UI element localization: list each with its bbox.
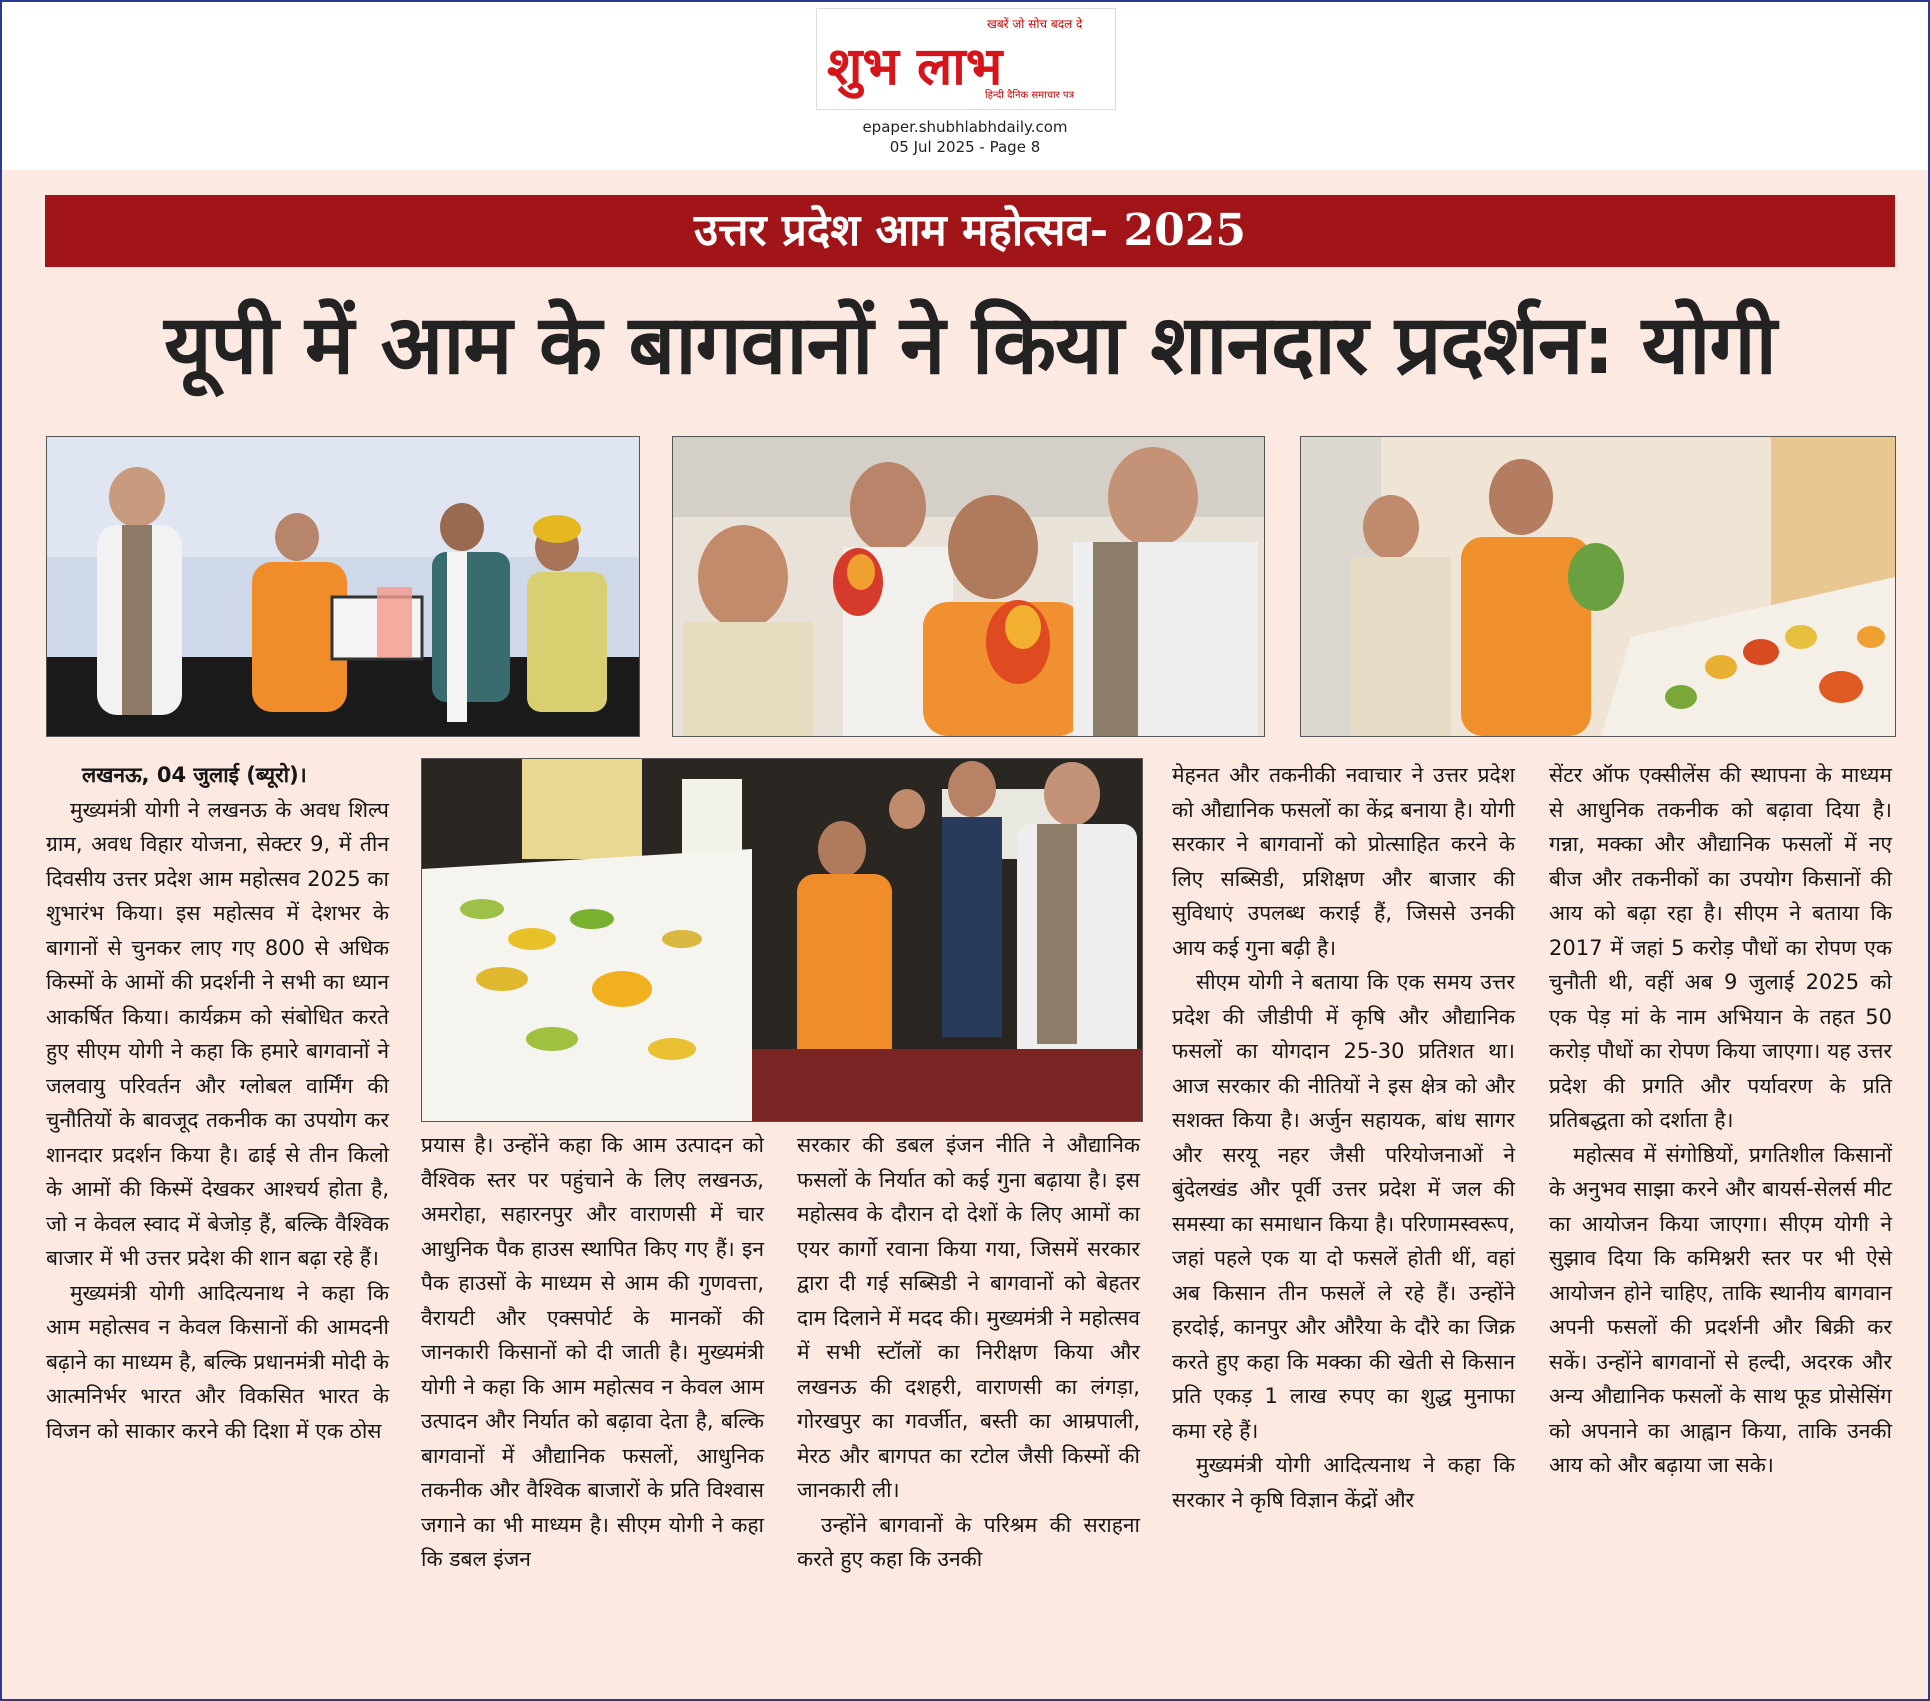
paragraph: मुख्यमंत्री योगी ने लखनऊ के अवध शिल्प ग्राम, अवध विहार योजना, सेक्टर 9, में तीन दिवसीय उत्तर प्रदेश आम महोत्सव 2025 का शुभारंभ किया। इस महोत्सव में देशभर के बागानों से चुनकर लाए गए 800 से अधिक किस्मों के आमों की प्रदर्शनी ने सभी का ध्यान आकर्षित किया। कार्यक्रम को संबोधित करते हुए सीएम योगी ने कहा कि हमारे बागवानों ने जलवायु परिवर्तन और ग्लोबल वार्मिंग की चुनौतियों के बावजूद तकनीक का उपयोग कर शानदार प्रदर्शन किया है। ढाई से तीन किलो के आमों की किस्में देखकर आश्चर्य होता है, जो न केवल स्वाद में बेजोड़ हैं, बल्कि वैश्विक बाजार में भी उत्तर प्रदेश की शान बढ़ा रहे हैं। — [46, 797, 389, 1270]
issue-date-page: 05 Jul 2025 - Page 8 — [889, 138, 1041, 156]
paragraph: उन्होंने बागवानों के परिश्रम की सराहना करते हुए कहा कि उनकी — [797, 1512, 1140, 1571]
logo-text: शुभ लाभ — [827, 36, 1003, 97]
paragraph: मेहनत और तकनीकी नवाचार ने उत्तर प्रदेश को औद्यानिक फसलों का केंद्र बनाया है। योगी सरकार ने बागवानों को प्रोत्साहित करने के लिए सब्सिडी, प्रशिक्षण और बाजार की सुविधाएं उपलब्ध कराई हैं, जिससे उनकी आय कई गुना बढ़ी है। — [1172, 763, 1515, 960]
logo-subtitle: हिन्दी दैनिक समाचार पत्र — [985, 90, 1075, 101]
paragraph: सेंटर ऑफ एक्सीलेंस की स्थापना के माध्यम से आधुनिक तकनीक को बढ़ावा दिया है। गन्ना, मक्का और औद्यानिक फसलों में नए बीज और तकनीकों का उपयोग किसानों की आय को बढ़ा रहा है। सीएम ने बताया कि 2017 में जहां 5 करोड़ पौधों का रोपण एक चुनौती थी, वहीं अब 9 जुलाई 2025 को एक पेड़ मां के नाम अभियान के तहत 50 करोड़ पौधों का रोपण किया जाएगा। यह उत्तर प्रदेश की प्रगति और पर्यावरण के प्रति प्रतिबद्धता को दर्शाता है। — [1549, 763, 1892, 1132]
article-dateline: लखनऊ, 04 जुलाई (ब्यूरो)। — [82, 763, 307, 787]
section-banner: उत्तर प्रदेश आम महोत्सव- 2025 — [45, 195, 1895, 267]
website-url[interactable]: epaper.shubhlabhdaily.com — [862, 118, 1068, 136]
paragraph: मुख्यमंत्री योगी आदित्यनाथ ने कहा कि आम महोत्सव न केवल किसानों की आमदनी बढ़ाने का माध्यम है, बल्कि प्रधानमंत्री मोदी के आत्मनिर्भर भारत और विकसित भारत के विजन को साकार करने की दिशा में एक ठोस — [46, 1280, 389, 1443]
paragraph: सीएम योगी ने बताया कि एक समय उत्तर प्रदेश की जीडीपी में कृषि और औद्यानिक फसलों का योगदान 25-30 प्रतिशत था। आज सरकार की नीतियों ने इस क्षेत्र को और सशक्त किया है। अर्जुन सहायक, बांध सागर और सरयू नहर जैसी परियोजनाओं ने बुंदेलखंड और पूर्वी उत्तर प्रदेश में जल की समस्या का समाधान किया है। परिणामस्वरूप, जहां पहले एक या दो फसलें होती थीं, वहां अब किसान तीन फसलें ले रहे हैं। उन्होंने हरदोई, कानपुर और औरैया के दौरे का जिक्र करते हुए कहा कि मक्का की खेती से किसान प्रति एकड़ 1 लाख रुपए का शुद्ध मुनाफा कमा रहे हैं। — [1172, 970, 1515, 1443]
paragraph: मुख्यमंत्री योगी आदित्यनाथ ने कहा कि सरकार ने कृषि विज्ञान केंद्रों और — [1172, 1453, 1515, 1512]
page-headline: यूपी में आम के बागवानों ने किया शानदार प्रदर्शन: योगी — [164, 298, 1776, 393]
logo-tagline: खबरें जो सोच बदल दे — [987, 17, 1083, 31]
paragraph: प्रयास है। उन्होंने कहा कि आम उत्पादन को वैश्विक स्तर पर पहुंचाने के लिए लखनऊ, अमरोहा, सहारनपुर और वाराणसी में चार आधुनिक पैक हाउस स्थापित किए गए हैं। इन पैक हाउसों के माध्यम से आम की गुणवत्ता, वैरायटी और एक्सपोर्ट के मानकों की जानकारी किसानों को दी जाती है। मुख्यमंत्री योगी ने कहा कि आम महोत्सव न केवल आम उत्पादन और निर्यात को बढ़ावा देता है, बल्कि बागवानों में औद्यानिक फसलों, आधुनिक तकनीक और वैश्विक बाजारों के प्रति विश्वास जगाने का भी माध्यम है। सीएम योगी ने कहा कि डबल इंजन — [421, 1133, 764, 1571]
paragraph: सरकार की डबल इंजन नीति ने औद्यानिक फसलों के निर्यात को कई गुना बढ़ाया है। इस महोत्सव के दौरान दो देशों के लिए आमों का एयर कार्गो रवाना किया गया, जिसमें सरकार द्वारा दी गई सब्सिडी ने बागवानों को बेहतर दाम दिलाने में मदद की। मुख्यमंत्री ने महोत्सव में सभी स्टॉलों का निरीक्षण किया और लखनऊ की दशहरी, वाराणसी का लंगड़ा, गोरखपुर का गवर्जीत, बस्ती का आम्रपाली, मेरठ और बागपत का रटोल जैसी किस्मों की जानकारी ली। — [797, 1133, 1140, 1502]
paragraph: महोत्सव में संगोष्ठियों, प्रगतिशील किसानों के अनुभव साझा करने और बायर्स-सेलर्स मीट का आयोजन किया जाएगा। सीएम योगी ने सुझाव दिया कि कमिश्नरी स्तर पर भी ऐसे आयोजन होने चाहिए, ताकि स्थानीय बागवान अपनी फसलों की प्रदर्शनी और बिक्री कर सकें। उन्होंने बागवानों से हल्दी, अदरक और अन्य औद्यानिक फसलों के साथ फूड प्रोसेसिंग को अपनाने का आह्वान किया, ताकि उनकी आय को और बढ़ाया जा सके। — [1549, 1142, 1892, 1477]
